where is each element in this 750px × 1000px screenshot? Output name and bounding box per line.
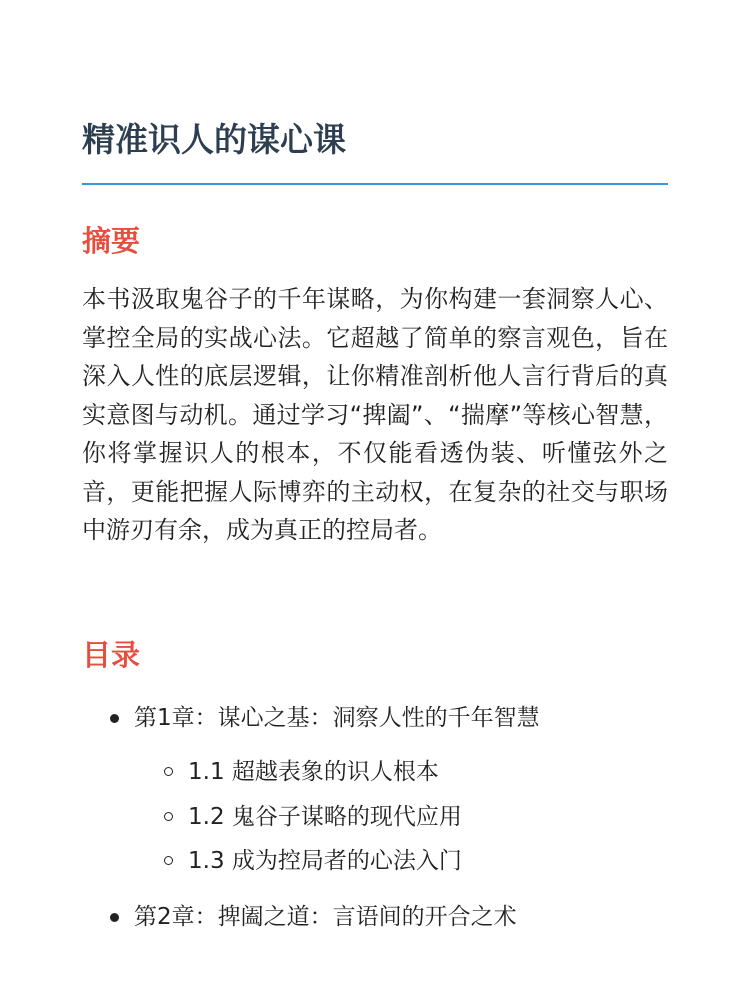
- toc-chapter-1: [82, 698, 668, 738]
- toc-section-1-2: [82, 797, 668, 837]
- toc-section-1-3: [82, 841, 668, 881]
- toc-section-1-1: [82, 752, 668, 792]
- summary-heading: 摘要: [82, 224, 141, 258]
- toc-section-label: 1.1 超越表象的识人根本: [188, 759, 439, 785]
- bullet-circle-icon: [164, 767, 173, 776]
- toc-section-label: 1.3 成为控局者的心法入门: [188, 848, 462, 874]
- toc-chapter-label: 第2章：捭阖之道：言语间的开合之术: [134, 904, 517, 930]
- summary-paragraph: 本书汲取鬼谷子的千年谋略，为你构建一套洞察人心、掌控全局的实战心法。它超越了简单的察言观色，旨在深入人性的底层逻辑，让你精准剖析他人言行背后的真实意图与动机。通过学习“捭阖”、“揣摩”等核心智慧，你将掌握识人的根本，不仅能看透伪装、听懂弦外之音，更能把握人际博弈的主动权，在复杂的社交与职场中游刃有余，成为真正的控局者。: [82, 285, 668, 544]
- toc-section-label: 1.2 鬼谷子谋略的现代应用: [188, 804, 462, 830]
- bullet-disc-icon: [110, 913, 119, 922]
- bullet-circle-icon: [164, 856, 173, 865]
- bullet-circle-icon: [164, 812, 173, 821]
- bullet-disc-icon: [110, 714, 119, 723]
- toc-chapter-label: 第1章：谋心之基：洞察人性的千年智慧: [134, 705, 540, 731]
- toc-heading: 目录: [82, 638, 141, 672]
- toc-chapter-2: [82, 897, 668, 937]
- page-title: 精准识人的谋心课: [82, 120, 346, 159]
- title-divider: [82, 183, 668, 185]
